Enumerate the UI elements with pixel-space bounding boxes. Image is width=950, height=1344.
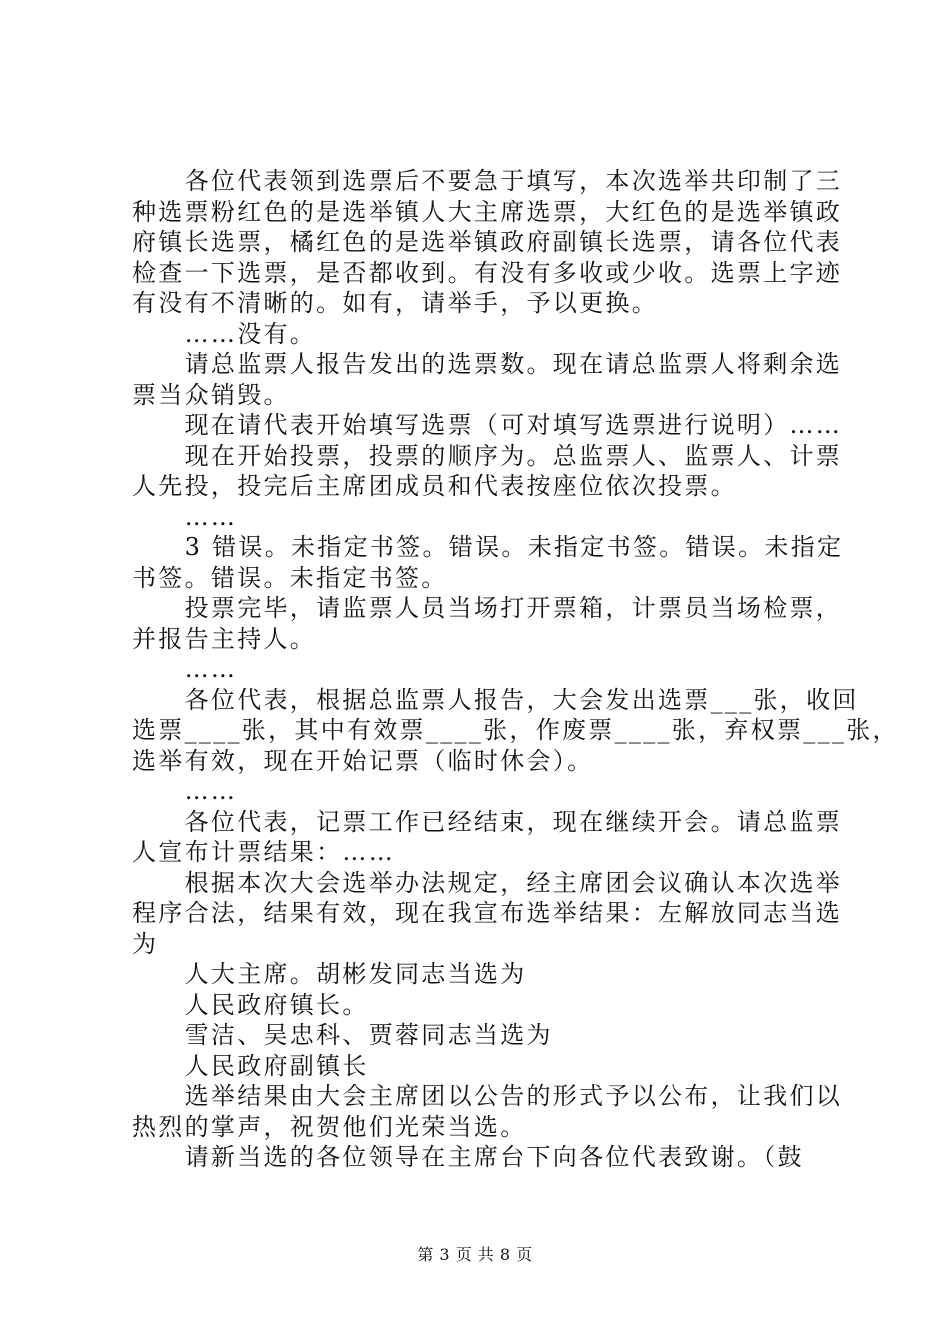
text-line: ……: [132, 777, 238, 805]
text-line: ……: [132, 502, 238, 531]
text-line: 请新当选的各位领导在主席台下向各位代表致谢。（鼓: [132, 1143, 804, 1171]
text-line: 票当众销毁。: [132, 380, 290, 409]
document-body: [132, 166, 899, 1173]
text-line: 各位代表领到选票后不要急于填写，本次选举共印制了三: [132, 167, 843, 195]
text-line: 现在开始投票，投票的顺序为。总监票人、监票人、计票: [132, 441, 843, 470]
text-line: 人先投，投完后主席团成员和代表按座位依次投票。: [132, 472, 737, 500]
text-line: 投票完毕，请监票人员当场打开票箱，计票员当场检票，: [132, 594, 843, 622]
text-line: 府镇长选票，橘红色的是选举镇政府副镇长选票，请各位代表: [132, 228, 843, 256]
text-line: 现在请代表开始填写选票（可对填写选票进行说明）……: [132, 411, 843, 439]
text-line: 热烈的掌声，祝贺他们光荣当选。: [132, 1112, 527, 1141]
text-line: 选举结果由大会主席团以公告的形式予以公布，让我们以: [132, 1082, 843, 1110]
text-line: 选票____张，其中有效票____张，作废票____张，弃权票___张，: [132, 716, 899, 744]
text-line: 人宣布计票结果：……: [132, 838, 395, 866]
text-line: 根据本次大会选举办法规定，经主席团会议确认本次选举: [132, 868, 843, 897]
text-line: 有没有不清晰的。如有，请举手，予以更换。: [132, 289, 658, 317]
text-line: 检查一下选票，是否都收到。有没有多收或少收。选票上字迹: [132, 258, 843, 287]
text-line: 种选票粉红色的是选举镇人大主席选票，大红色的是选举镇政: [132, 197, 843, 226]
text-line: 人民政府副镇长: [132, 1051, 369, 1080]
text-line: 选举有效，现在开始记票（临时休会）。: [132, 746, 594, 775]
text-line: 为: [132, 929, 159, 958]
text-line: 程序合法，结果有效，现在我宣布选举结果：左解放同志当选: [132, 899, 843, 927]
text-line: 并报告主持人。: [132, 624, 317, 653]
text-line: 请总监票人报告发出的选票数。现在请总监票人将剩余选: [132, 350, 843, 378]
text-line: 人民政府镇长。: [132, 990, 369, 1019]
text-line: 各位代表，根据总监票人报告，大会发出选票___张，收回: [132, 685, 859, 714]
text-line: 雪洁、吴忠科、贾蓉同志当选为: [132, 1021, 553, 1049]
text-line: ……: [132, 655, 238, 683]
text-line: 人大主席。胡彬发同志当选为: [132, 960, 527, 988]
page-number-footer: 第 3 页 共 8 页: [417, 1245, 533, 1264]
text-line: 各位代表，记票工作已经结束，现在继续开会。请总监票: [132, 807, 843, 836]
text-line: 书签。错误。未指定书签。: [132, 563, 448, 592]
text-line: 3 错误。未指定书签。错误。未指定书签。错误。未指定: [132, 533, 844, 561]
text-line: ……没有。: [132, 319, 317, 348]
